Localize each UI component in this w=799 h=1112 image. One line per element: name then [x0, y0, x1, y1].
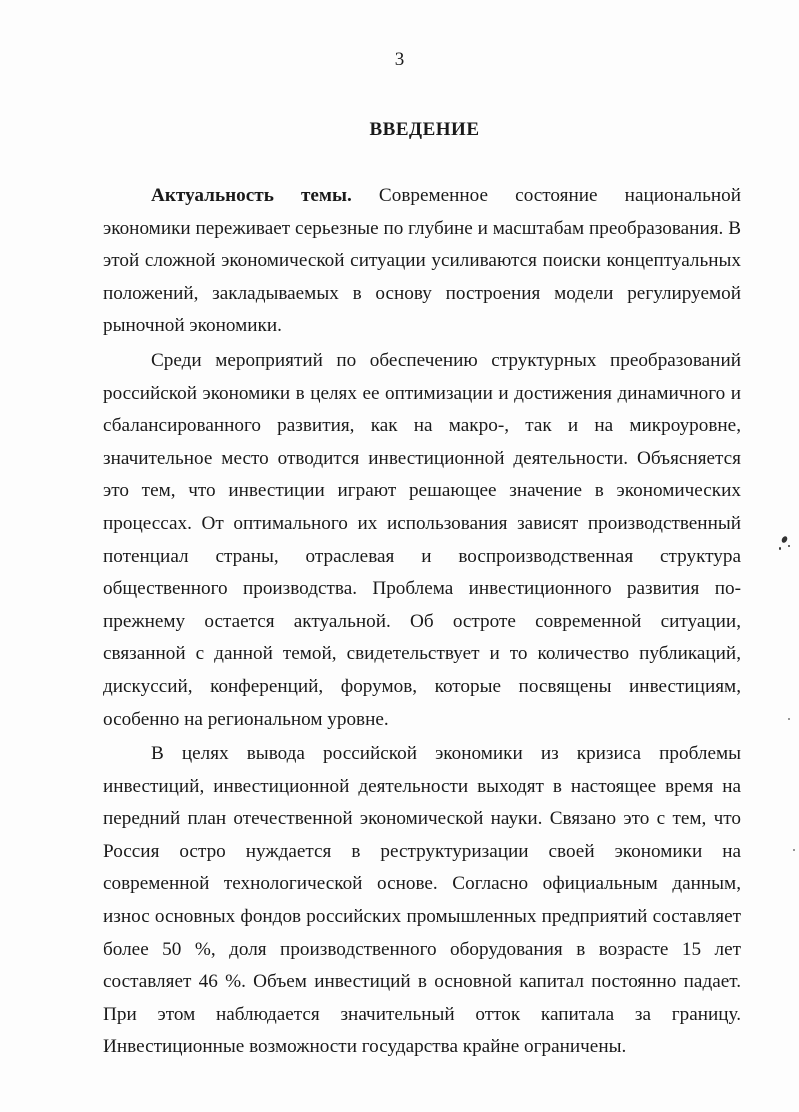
page-number: 3 [394, 49, 405, 70]
scan-speck [788, 545, 790, 547]
paragraph-structural-reforms [103, 345, 741, 736]
paragraph-text: В целях вывода российской экономики из кризиса проблемы инвестиций, инвестиционной деятельности выходят в настоящее время на передний план отечественной экономической науки. Связано это с тем, что Россия остро нуждается в реструктуризации своей экономики на современной технологической основе. Согласно официальным данным, износ основных фондов российских промышленных предприятий составляет более 50 %, доля производственного оборудования в возрасте 15 лет составляет 46 %. Объем инвестиций в основной капитал постоянно падает. При этом наблюдается значительный отток капитала за границу. Инвестиционные возможности государства крайне ограничены. [103, 743, 741, 1058]
scan-speck [779, 547, 781, 550]
paragraph-investment-crisis [103, 738, 741, 1064]
body-text [103, 180, 741, 1066]
paragraph-lead-in: Актуальность темы. [151, 185, 352, 206]
paragraph-text: Современное состояние национальной экономики переживает серьезные по глубине и масштабам преобразования. В этой сложной экономической ситуации усиливаются поиски концептуальных положений, закладываемых в основу построения модели регулируемой рыночной экономики. [103, 185, 741, 337]
scan-speck [781, 535, 789, 544]
section-heading: ВВЕДЕНИЕ [369, 119, 480, 140]
scan-speck [788, 718, 790, 720]
paragraph-text: Среди мероприятий по обеспечению структурных преобразований российской экономики в целях ее оптимизации и достижения динамичного и сбалансированного развития, как на макро-, так и на микроуровне, значительное место отводится инвестиционной деятельности. Объясняется это тем, что инвестиции играют решающее значение в экономических процессах. От оптимального их использования зависят производственный потенциал страны, отраслевая и воспроизводственная структура общественного производства. Проблема инвестиционного развития по-прежнему остается актуальной. Об остроте современной ситуации, связанной с данной темой, свидетельствует и то количество публикаций, дискуссий, конференций, форумов, которые посвящены инвестициям, особенно на региональном уровне. [103, 349, 741, 730]
scan-speck [793, 849, 795, 851]
paragraph-relevance [103, 180, 741, 343]
